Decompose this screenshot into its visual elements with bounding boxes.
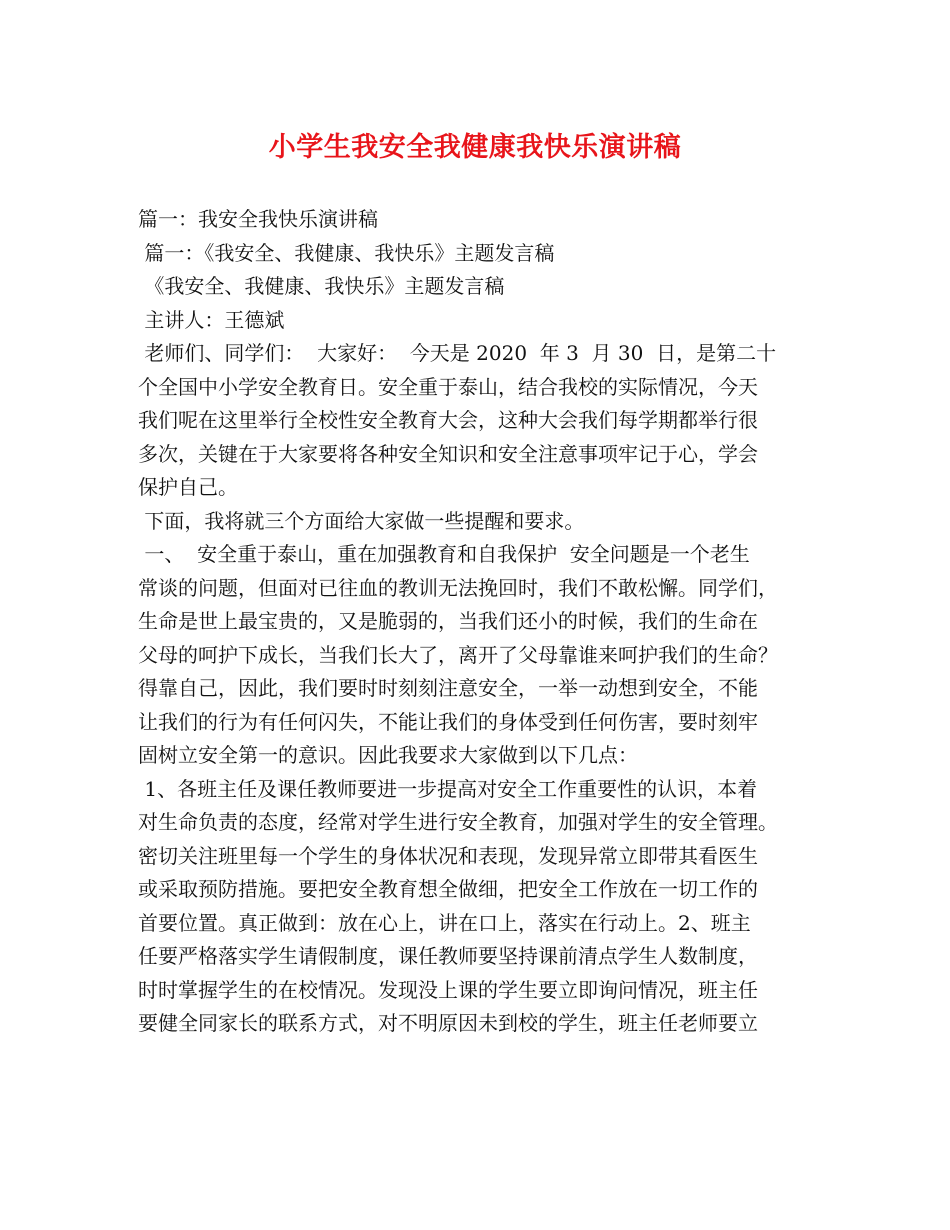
text-line: 老师们、同学们： 大家好： 今天是 2020 年 3 月 30 日，是第二十 (138, 341, 777, 365)
document-title: 小学生我安全我健康我快乐演讲稿 (268, 132, 682, 163)
text-line: 我们呢在这里举行全校性安全教育大会，这种大会我们每学期都举行很 (138, 408, 758, 432)
text-line: 篇一：《我安全、我健康、我快乐》主题发言稿 (138, 240, 555, 265)
text-line: 1、各班主任及课任教师要进一步提高对安全工作重要性的认识，本着 (138, 776, 758, 801)
text-line: 密切关注班里每一个学生的身体状况和表现，发现异常立即带其看医生 (138, 843, 758, 868)
text-line: 对生命负责的态度，经常对学生进行安全教育，加强对学生的安全管理。 (138, 810, 778, 834)
text-line: 多次，关键在于大家要将各种安全知识和安全注意事项牢记于心，学会 (138, 441, 758, 466)
text-line: 篇一：我安全我快乐演讲稿 (138, 207, 378, 231)
text-line: 个全国中小学安全教育日。安全重于泰山，结合我校的实际情况，今天 (138, 374, 758, 399)
text-line: 下面，我将就三个方面给大家做一些提醒和要求。 (138, 508, 585, 533)
text-line: 要健全同家长的联系方式，对不明原因未到校的学生，班主任老师要立 (138, 1011, 758, 1035)
text-line: 主讲人：王德斌 (138, 307, 285, 332)
text-line: 一、 安全重于泰山，重在加强教育和自我保护 安全问题是一个老生 (138, 542, 750, 566)
text-line: 时时掌握学生的在校情况。发现没上课的学生要立即询问情况，班主任 (138, 977, 758, 1002)
text-line: 固树立安全第一的意识。因此我要求大家做到以下几点： (138, 743, 638, 767)
text-line: 父母的呵护下成长，当我们长大了，离开了父母靠谁来呵护我们的生命？ (138, 642, 778, 667)
document-body (138, 203, 814, 1041)
text-line: 常谈的问题，但面对已往血的教训无法挽回时，我们不敢松懈。同学们， (138, 575, 778, 600)
text-line: 《我安全、我健康、我快乐》主题发言稿 (138, 274, 505, 298)
text-line: 任要严格落实学生请假制度，课任教师要坚持课前清点学生人数制度， (138, 944, 758, 968)
text-line: 保护自己。 (138, 475, 238, 499)
text-line: 或采取预防措施。要把安全教育想全做细，把安全工作放在一切工作的 (138, 877, 758, 901)
text-line: 让我们的行为有任何闪失，不能让我们的身体受到任何伤害，要时刻牢 (138, 709, 758, 734)
text-line: 得靠自己，因此，我们要时时刻刻注意安全，一举一动想到安全，不能 (138, 676, 758, 700)
text-line: 生命是世上最宝贵的，又是脆弱的，当我们还小的时候，我们的生命在 (138, 609, 758, 633)
text-line: 首要位置。真正做到：放在心上，讲在口上，落实在行动上。2、班主 (138, 910, 751, 935)
